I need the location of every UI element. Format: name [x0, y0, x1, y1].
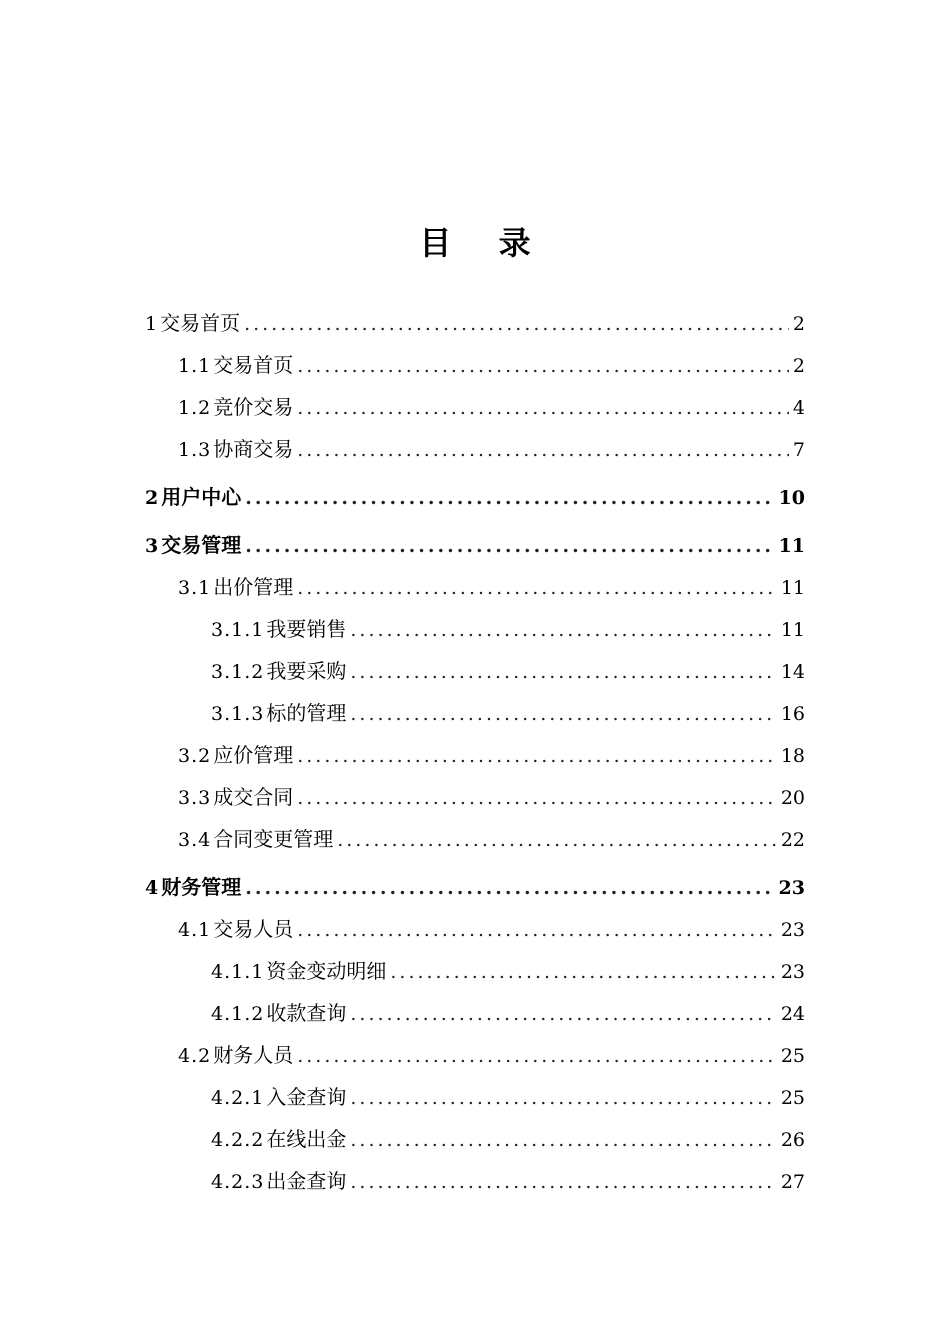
- toc-dot-leader: [245, 477, 774, 519]
- toc-entry-number: 2: [145, 487, 160, 509]
- toc-dot-leader: [297, 345, 789, 387]
- toc-entry-label: 入金查询: [266, 1085, 347, 1109]
- toc-entry-page-number: 25: [780, 1045, 805, 1067]
- toc-entry-page-number: 18: [780, 745, 805, 767]
- toc-entry[interactable]: [0, 776, 950, 818]
- toc-entry-label: 合同变更管理: [213, 827, 334, 851]
- toc-entry[interactable]: [0, 650, 950, 692]
- toc-dot-leader: [297, 909, 777, 951]
- toc-entry[interactable]: [0, 950, 950, 992]
- toc-entry-label: 出金查询: [266, 1169, 347, 1193]
- toc-dot-leader: [390, 951, 776, 993]
- toc-dot-leader: [350, 693, 776, 735]
- toc-entry-number: 3.2: [178, 745, 212, 767]
- toc-entry-page-number: 11: [780, 577, 805, 599]
- toc-entry[interactable]: [0, 524, 950, 566]
- toc-entry-page-number: 14: [780, 661, 805, 683]
- toc-entry-number: 4.2.3: [211, 1171, 265, 1193]
- toc-entry-page-number: 7: [792, 439, 805, 461]
- toc-entry-page-number: 20: [780, 787, 805, 809]
- toc-dot-leader: [297, 777, 777, 819]
- toc-entry-label: 出价管理: [213, 575, 294, 599]
- toc-entry-number: 4.2.1: [211, 1087, 265, 1109]
- toc-entry[interactable]: [0, 734, 950, 776]
- toc-entry-label: 交易首页: [160, 311, 241, 335]
- toc-entry-label: 交易首页: [213, 353, 294, 377]
- toc-entry-page-number: 4: [792, 397, 805, 419]
- toc-entry[interactable]: [0, 428, 950, 470]
- toc-entry-page-number: 23: [780, 961, 805, 983]
- toc-entry[interactable]: [0, 302, 950, 344]
- toc-entry-label: 应价管理: [213, 743, 294, 767]
- toc-dot-leader: [297, 1035, 777, 1077]
- toc-entry[interactable]: [0, 1076, 950, 1118]
- toc-dot-leader: [350, 609, 776, 651]
- toc-entry[interactable]: [0, 344, 950, 386]
- toc-entry-label: 财务人员: [213, 1043, 294, 1067]
- toc-entry-page-number: 25: [780, 1087, 805, 1109]
- toc-entry-number: 4.1.1: [211, 961, 265, 983]
- toc-dot-leader: [244, 303, 789, 345]
- toc-entry-label: 收款查询: [266, 1001, 347, 1025]
- toc-entry-number: 4.1.2: [211, 1003, 265, 1025]
- toc-entry-page-number: 11: [778, 535, 805, 557]
- toc-entry-number: 3.1.2: [211, 661, 265, 683]
- toc-entry[interactable]: [0, 866, 950, 908]
- toc-entry[interactable]: [0, 1034, 950, 1076]
- toc-entry[interactable]: [0, 386, 950, 428]
- toc-entry-number: 3.1: [178, 577, 212, 599]
- toc-entry-label: 交易管理: [161, 533, 242, 557]
- toc-entry-number: 1.3: [178, 439, 212, 461]
- toc-dot-leader: [245, 525, 774, 567]
- toc-entry-number: 3.1.1: [211, 619, 265, 641]
- toc-entry-number: 1.2: [178, 397, 212, 419]
- toc-entry[interactable]: [0, 992, 950, 1034]
- toc-entry-number: 4: [145, 877, 160, 899]
- toc-entry-label: 我要采购: [266, 659, 347, 683]
- toc-entry[interactable]: [0, 566, 950, 608]
- toc-entry-label: 资金变动明细: [266, 959, 387, 983]
- toc-entry-number: 4.2: [178, 1045, 212, 1067]
- toc-entry-label: 成交合同: [213, 785, 294, 809]
- toc-entry[interactable]: [0, 818, 950, 860]
- toc-entry-number: 4.1: [178, 919, 212, 941]
- toc-entry[interactable]: [0, 1118, 950, 1160]
- toc-dot-leader: [350, 1077, 776, 1119]
- toc-entry[interactable]: [0, 1160, 950, 1202]
- toc-entry-number: 3: [145, 535, 160, 557]
- toc-entry[interactable]: [0, 692, 950, 734]
- toc-dot-leader: [297, 567, 777, 609]
- toc-dot-leader: [245, 867, 774, 909]
- toc-entry-page-number: 27: [780, 1171, 805, 1193]
- toc-entry-number: 4.2.2: [211, 1129, 265, 1151]
- toc-entry-label: 在线出金: [266, 1127, 347, 1151]
- toc-entry[interactable]: [0, 608, 950, 650]
- toc-entry-page-number: 23: [778, 877, 805, 899]
- toc-entry-number: 1: [145, 313, 159, 335]
- toc-entry-page-number: 2: [792, 355, 805, 377]
- toc-entry-page-number: 23: [780, 919, 805, 941]
- toc-dot-leader: [297, 387, 789, 429]
- toc-entry[interactable]: [0, 476, 950, 518]
- toc-entry-number: 1.1: [178, 355, 212, 377]
- toc-entry-page-number: 11: [780, 619, 805, 641]
- table-of-contents: [0, 296, 950, 1202]
- toc-dot-leader: [297, 429, 789, 471]
- toc-dot-leader: [337, 819, 777, 861]
- toc-entry-number: 3.3: [178, 787, 212, 809]
- toc-entry-number: 3.4: [178, 829, 212, 851]
- toc-entry-number: 3.1.3: [211, 703, 265, 725]
- toc-dot-leader: [350, 1119, 776, 1161]
- toc-entry-label: 用户中心: [161, 485, 242, 509]
- toc-entry-page-number: 24: [780, 1003, 805, 1025]
- toc-entry-label: 协商交易: [213, 437, 294, 461]
- toc-entry-label: 标的管理: [266, 701, 347, 725]
- toc-entry-label: 财务管理: [161, 875, 242, 899]
- toc-entry-page-number: 22: [780, 829, 805, 851]
- toc-entry-page-number: 10: [778, 487, 805, 509]
- toc-entry-label: 我要销售: [266, 617, 347, 641]
- toc-entry-label: 交易人员: [213, 917, 294, 941]
- toc-title: 目 录: [419, 224, 549, 262]
- toc-entry-page-number: 2: [792, 313, 805, 335]
- toc-dot-leader: [350, 1161, 776, 1203]
- toc-entry[interactable]: [0, 908, 950, 950]
- toc-entry-page-number: 26: [780, 1129, 805, 1151]
- toc-entry-page-number: 16: [780, 703, 805, 725]
- toc-dot-leader: [350, 993, 776, 1035]
- toc-dot-leader: [297, 735, 777, 777]
- toc-entry-label: 竞价交易: [213, 395, 294, 419]
- toc-dot-leader: [350, 651, 776, 693]
